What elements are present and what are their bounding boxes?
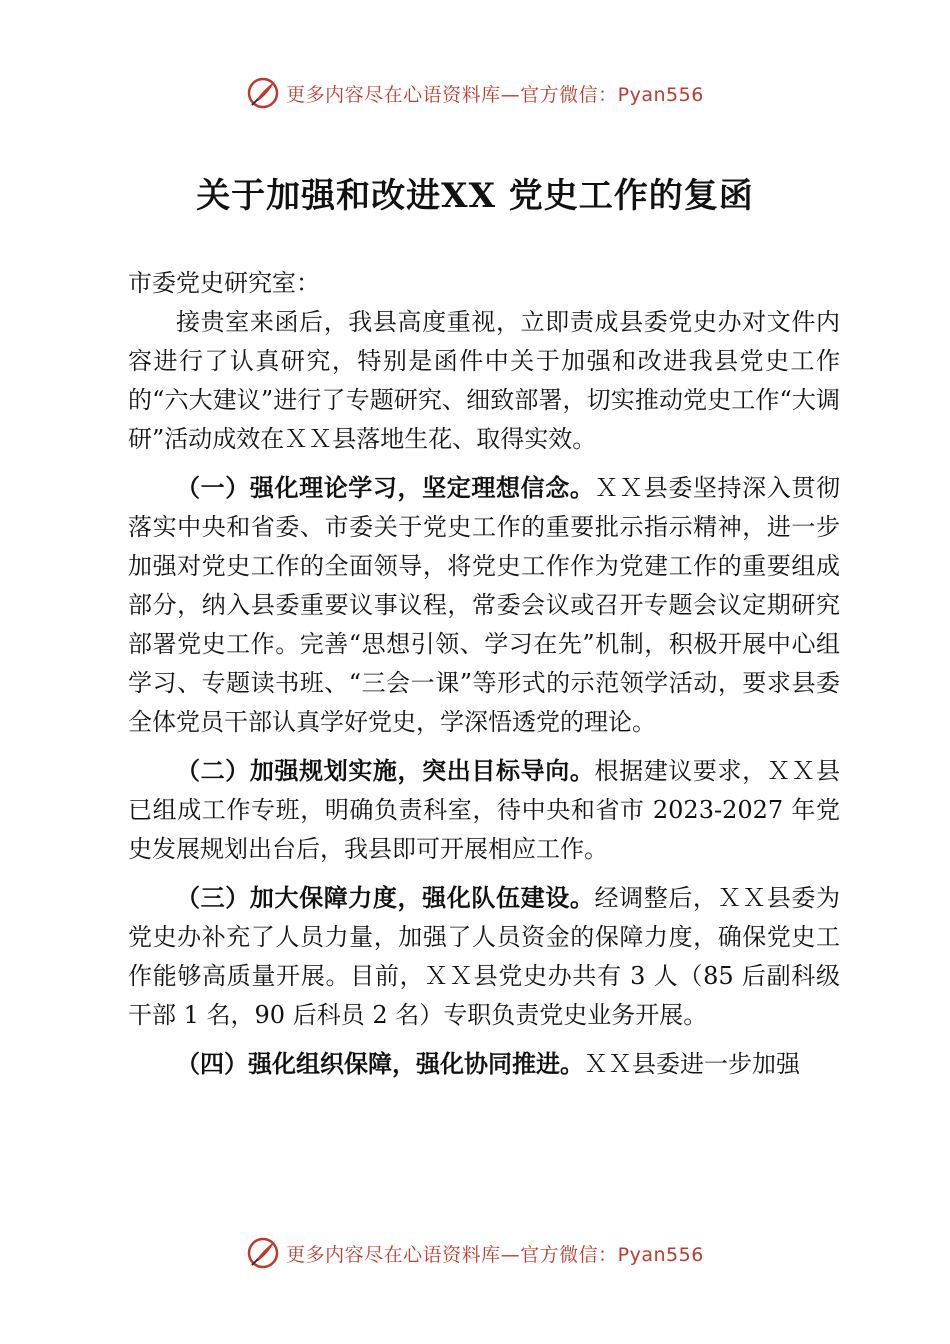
watermark-brand: 更多内容尽在心语资料库 xyxy=(286,1243,501,1266)
watermark-text xyxy=(286,1240,704,1267)
section-heading-1: （一）强化理论学习，坚定理想信念。 xyxy=(176,474,595,502)
section-paragraph-1 xyxy=(128,469,840,742)
section-heading-2: （二）加强规划实施，突出目标导向。 xyxy=(176,757,595,785)
section-paragraph-2 xyxy=(128,752,840,869)
section-body-4: ＸＸ县委进一步加强 xyxy=(584,1050,800,1078)
watermark-text xyxy=(286,80,704,107)
watermark-contact: 官方微信：Pyan556 xyxy=(520,83,704,106)
section-body-3: 经调整后，ＸＸ县委为党史办补充了人员力量，加强了人员资金的保障力度，确保党史工作能够高质量开展。目前，ＸＸ县党史办共有 3 人（85 后副科级干部 1 名，90 后科员 2 名）专职负责党史业务开展。 xyxy=(128,884,841,1029)
watermark-separator: — xyxy=(500,1243,521,1266)
watermark-brand: 更多内容尽在心语资料库 xyxy=(286,83,501,106)
section-paragraph-3 xyxy=(128,879,840,1035)
section-paragraph-4 xyxy=(128,1045,840,1084)
watermark-separator: — xyxy=(500,83,521,106)
footer-watermark xyxy=(0,1236,950,1270)
section-heading-4: （四）强化组织保障，强化协同推进。 xyxy=(176,1050,584,1078)
document-body xyxy=(128,264,840,1084)
watermark-contact: 官方微信：Pyan556 xyxy=(520,1243,704,1266)
section-body-2: 根据建议要求，ＸＸ县已组成工作专班，明确负责科室，待中央和省市 2023-2027 年党史发展规划出台后，我县即可开展相应工作。 xyxy=(128,757,841,863)
document-title: 关于加强和改进XX 党史工作的复函 xyxy=(196,176,754,216)
feather-pen-logo-icon xyxy=(246,76,280,110)
section-body-1: ＸＸ县委坚持深入贯彻落实中央和省委、市委关于党史工作的重要批示指示精神，进一步加强对党史工作的全面领导，将党史工作作为党建工作的重要组成部分，纳入县委重要议事议程，常委会议或召开专题会议定期研究部署党史工作。完善“思想引领、学习在先”机制，积极开展中心组学习、专题读书班、“三会一课”等形式的示范领学活动，要求县委全体党员干部认真学好党史，学深悟透党的理论。 xyxy=(128,474,841,736)
intro-paragraph: 接贵室来函后，我县高度重视，立即责成县委党史办对文件内容进行了认真研究，特别是函件中关于加强和改进我县党史工作的“六大建议”进行了专题研究、细致部署，切实推动党史工作“大调研”活动成效在ＸＸ县落地生花、取得实效。 xyxy=(128,308,840,453)
section-heading-3: （三）加大保障力度，强化队伍建设。 xyxy=(176,884,595,912)
header-watermark xyxy=(0,76,950,110)
salutation: 市委党史研究室： xyxy=(128,269,320,297)
feather-pen-logo-icon xyxy=(246,1236,280,1270)
